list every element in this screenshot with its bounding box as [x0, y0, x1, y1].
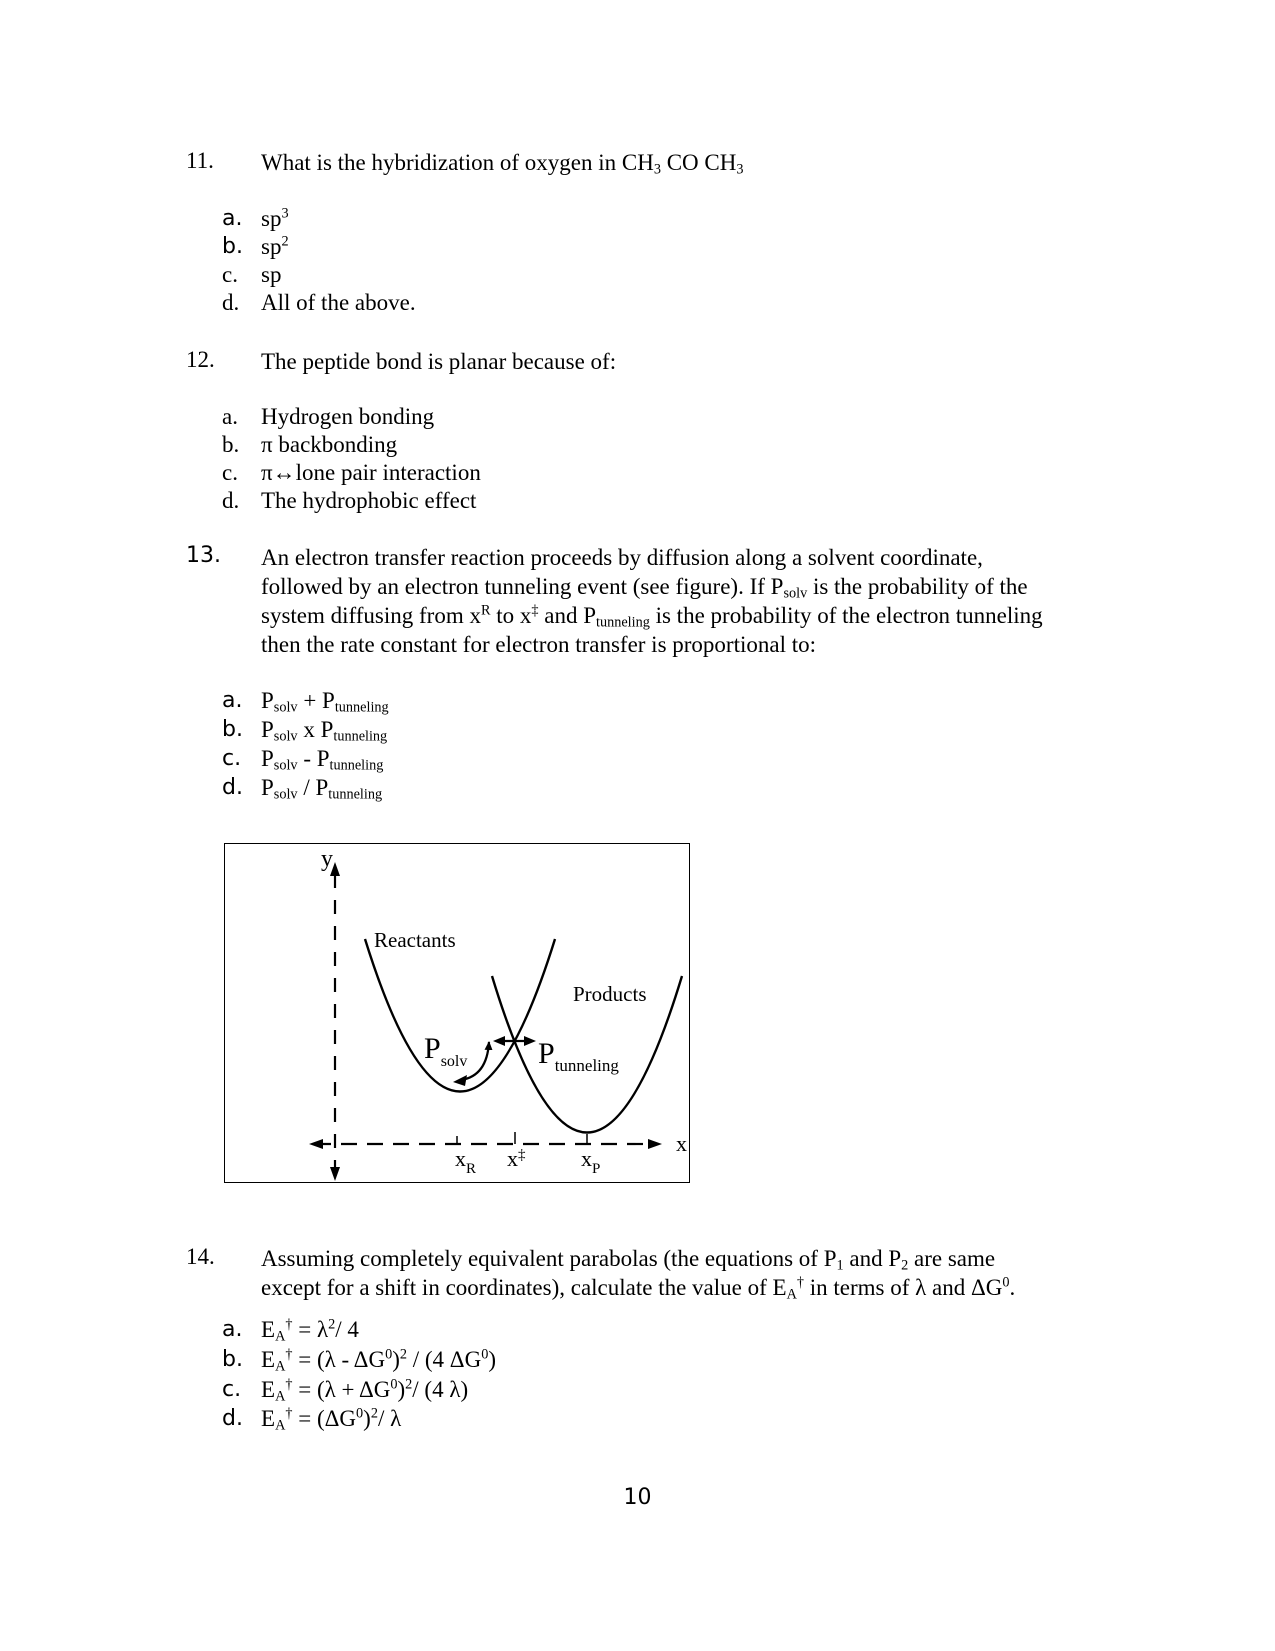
xr-sub: R [466, 1161, 477, 1177]
opt-sub: tunneling [333, 728, 388, 745]
ptunneling-label [538, 1037, 619, 1076]
opt-sup: 2 [281, 233, 289, 250]
q12-option-d: The hydrophobic effect [261, 488, 477, 513]
xt-sup: ‡ [518, 1147, 526, 1163]
ptun-sub: tunneling [554, 1056, 619, 1075]
q13-text-part: to x [490, 603, 532, 628]
opt-sub: solv [273, 699, 298, 716]
q11-option-c-letter: c. [222, 262, 238, 287]
question-11-text [261, 148, 744, 177]
opt-text: / λ [377, 1406, 402, 1431]
q13-line-3 [261, 601, 1043, 630]
opt-sup: 0 [481, 1346, 489, 1363]
q14-option-d [261, 1405, 401, 1433]
q11-sub: 3 [736, 161, 744, 178]
opt-text: sp [261, 234, 282, 259]
q14-text-part: are same [908, 1246, 996, 1271]
q12-option-a: Hydrogen bonding [261, 404, 435, 429]
psolv-sub: solv [440, 1053, 468, 1070]
q14-option-b-letter: b. [222, 1347, 243, 1372]
opt-text: = (ΔG [292, 1406, 357, 1431]
q14-line-2 [261, 1273, 1015, 1302]
opt-text: P [261, 775, 274, 800]
q14-text-part: Assuming completely equivalent parabolas (the equations of P [261, 1246, 837, 1271]
xt-label [507, 1146, 526, 1172]
q14-option-d-letter: d. [222, 1406, 243, 1431]
q13-text-part: is the probability of the [807, 574, 1028, 599]
q11-option-a [261, 205, 289, 233]
q12-option-d-letter: d. [222, 488, 240, 513]
q11-option-d: All of the above. [261, 290, 416, 315]
opt-text: = (λ + ΔG [292, 1377, 391, 1402]
opt-sup: 3 [281, 205, 289, 222]
opt-text: = (λ - ΔG [292, 1347, 386, 1372]
opt-text: / (4 ΔG [406, 1347, 482, 1372]
q11-option-c: sp [261, 262, 282, 287]
q11-text-part: What is the hybridization of oxygen in CH [261, 150, 654, 175]
ptun-p: P [538, 1037, 555, 1070]
y-axis-label: y [321, 846, 333, 872]
q14-line-1 [261, 1244, 1015, 1273]
q13-line-1: An electron transfer reaction proceeds by diffusion along a solvent coordinate, [261, 545, 983, 570]
opt-sup: 2 [399, 1346, 407, 1363]
opt-sub: solv [273, 757, 298, 774]
xp-sub: P [592, 1161, 601, 1177]
q14-option-b [261, 1346, 496, 1374]
xt-x: x [507, 1146, 518, 1171]
opt-sub: tunneling [328, 786, 383, 803]
q14-sub: 1 [836, 1257, 844, 1274]
q13-sub: solv [783, 585, 808, 602]
q11-text-part: CO CH [660, 150, 737, 175]
opt-sub: A [275, 1417, 286, 1434]
question-11-number: 11. [186, 148, 214, 173]
question-12-number: 12. [186, 347, 215, 372]
opt-text: / (4 λ) [412, 1377, 469, 1402]
opt-text: P [261, 688, 274, 713]
opt-sub: tunneling [334, 699, 389, 716]
q13-option-d [261, 774, 382, 802]
q13-option-c-letter: c. [222, 746, 242, 771]
opt-sup: 0 [390, 1376, 398, 1393]
q13-text-part: and P [538, 603, 597, 628]
opt-sub: solv [273, 728, 298, 745]
opt-sup: 2 [405, 1376, 413, 1393]
electron-transfer-figure [224, 843, 690, 1183]
opt-sub: A [275, 1328, 286, 1345]
q11-option-b [261, 233, 289, 261]
xr-x: x [455, 1146, 466, 1171]
figure-svg [225, 844, 691, 1184]
q13-line-4: then the rate constant for electron transfer is proportional to: [261, 632, 816, 657]
q11-option-d-letter: d. [222, 290, 240, 315]
opt-sup: † [285, 1316, 293, 1333]
opt-text: sp [261, 206, 282, 231]
opt-text: E [261, 1377, 276, 1402]
opt-text: / 4 [335, 1317, 359, 1342]
q13-option-d-letter: d. [222, 775, 243, 800]
products-label: Products [573, 982, 647, 1006]
x-axis-left-arrow [309, 1139, 323, 1149]
q14-text-part: except for a shift in coordinates), calculate the value of E [261, 1275, 787, 1300]
q13-sup: R [480, 602, 491, 619]
opt-sup: 0 [356, 1405, 364, 1422]
opt-text: ) [397, 1377, 406, 1402]
q13-option-b [261, 716, 387, 744]
question-13-number: 13. [186, 543, 221, 568]
opt-text: ) [363, 1406, 371, 1431]
tunneling-arrowhead-right [524, 1036, 536, 1046]
opt-sup: 0 [385, 1346, 393, 1363]
question-14-number: 14. [186, 1244, 215, 1269]
opt-sup: † [285, 1376, 293, 1393]
q14-option-a [261, 1316, 359, 1344]
q14-text-part: . [1009, 1275, 1016, 1300]
question-14-text [261, 1244, 1015, 1302]
question-12-text: The peptide bond is planar because of: [261, 349, 617, 374]
q14-sup: 0 [1002, 1274, 1010, 1291]
opt-sup: † [285, 1346, 293, 1363]
q13-option-b-letter: b. [222, 717, 243, 742]
q14-option-c-letter: c. [222, 1377, 242, 1402]
opt-sub: A [275, 1388, 286, 1405]
opt-text: = λ [292, 1317, 329, 1342]
q11-option-b-letter: b. [222, 234, 243, 259]
q13-option-a [261, 687, 389, 715]
psolv-arrowtail [453, 1075, 467, 1086]
q13-line-2 [261, 572, 1043, 601]
x-axis-label: x [676, 1131, 687, 1156]
q14-sup: † [796, 1274, 804, 1291]
q14-text-part: and P [843, 1246, 902, 1271]
opt-sup: 2 [370, 1405, 378, 1422]
tunneling-arrowhead-left [493, 1036, 505, 1046]
opt-sub: solv [273, 786, 298, 803]
q13-sup: ‡ [531, 602, 539, 619]
page-number: 10 [623, 1485, 652, 1510]
q12-option-b-letter: b. [222, 432, 240, 457]
q12-option-a-letter: a. [222, 404, 238, 429]
q14-sub: A [786, 1286, 797, 1303]
opt-sub: A [275, 1358, 286, 1375]
opt-text: E [261, 1347, 276, 1372]
q14-sub: 2 [901, 1257, 909, 1274]
x-axis-right-arrow [648, 1139, 662, 1149]
opt-text: / P [297, 775, 329, 800]
q12-option-c-letter: c. [222, 460, 238, 485]
opt-text: E [261, 1317, 276, 1342]
opt-text: ) [392, 1347, 400, 1372]
q13-option-c [261, 745, 383, 773]
xp-label [581, 1146, 600, 1178]
opt-text: E [261, 1406, 276, 1431]
q13-text-part: followed by an electron tunneling event (see figure). If P [261, 574, 784, 599]
opt-text: ) [488, 1347, 496, 1372]
q11-option-a-letter: a. [222, 206, 243, 231]
q12-option-c: π↔lone pair interaction [261, 460, 481, 485]
q13-text-part: is the probability of the electron tunneling [649, 603, 1043, 628]
q13-text-part: system diffusing from x [261, 603, 481, 628]
opt-text: - P [297, 746, 330, 771]
q13-sub: tunneling [596, 614, 650, 631]
opt-sup: † [285, 1405, 293, 1422]
q14-option-a-letter: a. [222, 1317, 243, 1342]
psolv-p: P [424, 1032, 441, 1065]
psolv-label [424, 1032, 467, 1071]
q14-option-c [261, 1376, 468, 1404]
opt-text: P [261, 717, 274, 742]
q13-option-a-letter: a. [222, 688, 243, 713]
opt-text: P [261, 746, 274, 771]
q14-text-part: in terms of λ and ΔG [804, 1275, 1003, 1300]
opt-text: + P [297, 688, 335, 713]
y-axis-down-arrow [330, 1167, 340, 1181]
xp-x: x [581, 1146, 592, 1171]
q11-sub: 3 [653, 161, 661, 178]
opt-sub: tunneling [329, 757, 384, 774]
opt-sup: 2 [328, 1316, 336, 1333]
reactants-label: Reactants [374, 928, 456, 952]
xr-label [455, 1146, 476, 1178]
opt-text: x P [297, 717, 334, 742]
question-13-text [261, 543, 1043, 659]
q12-option-b: π backbonding [261, 432, 398, 457]
